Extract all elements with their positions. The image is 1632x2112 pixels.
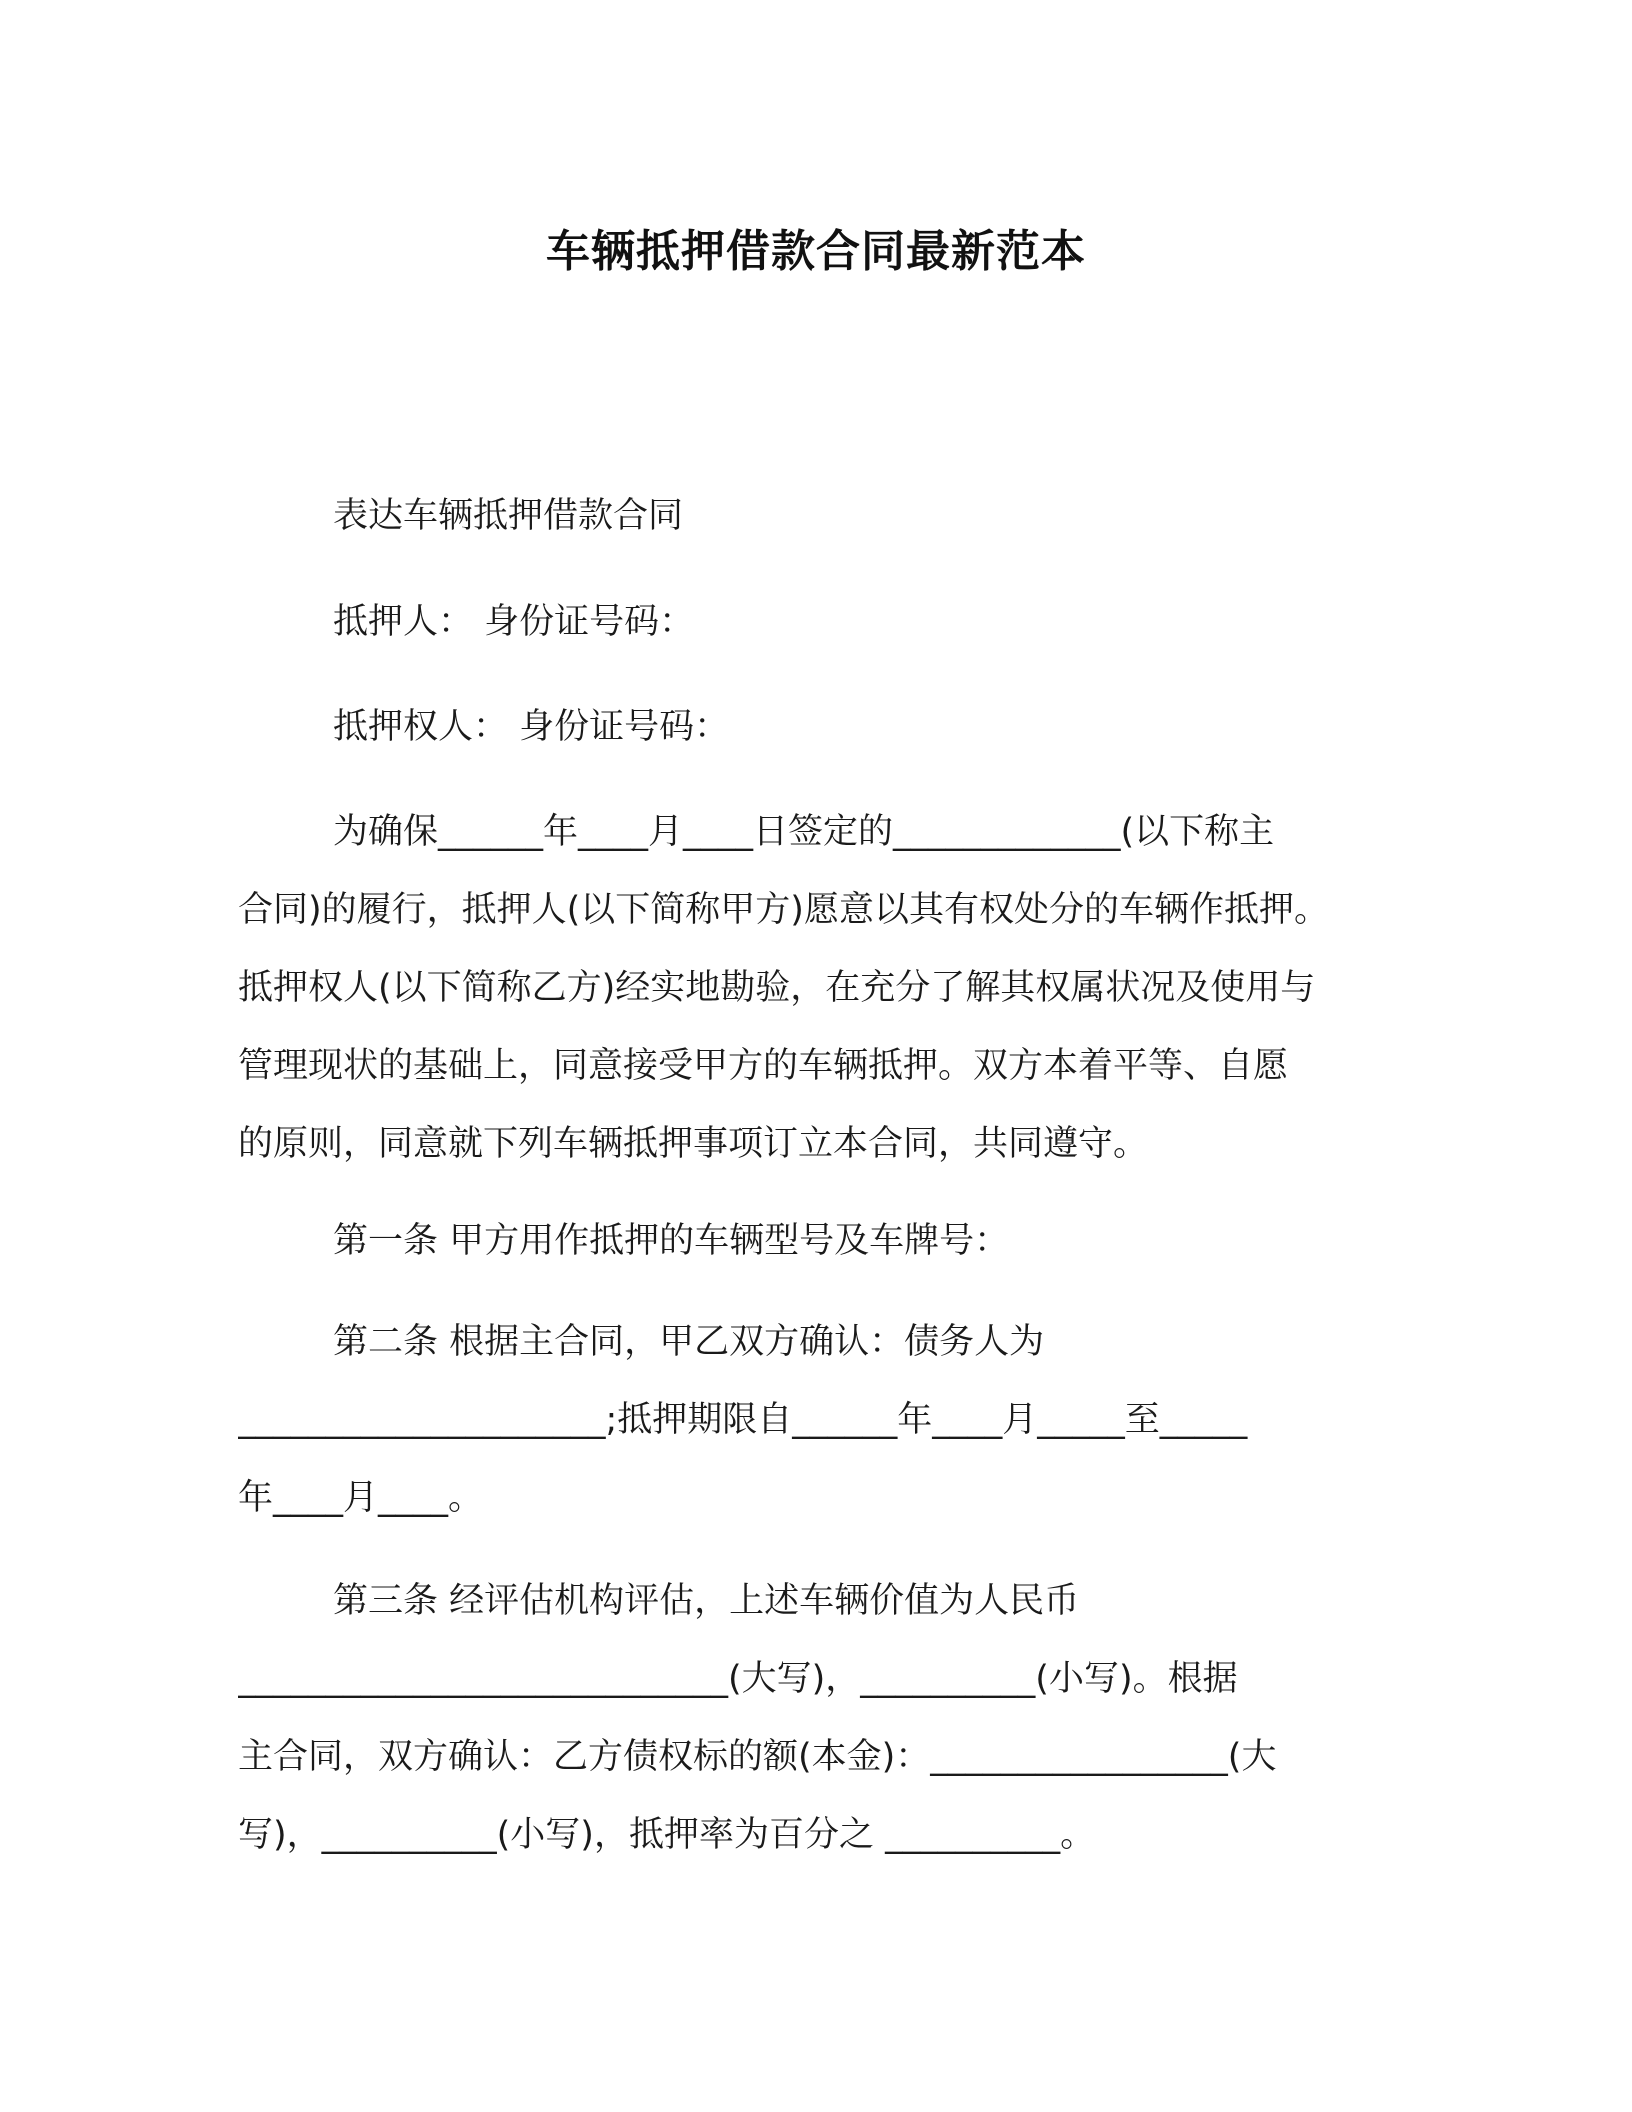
document-title: 车辆抵押借款合同最新范本 <box>546 226 1086 277</box>
article-3-line: 写)，__________(小写)，抵押率为百分之 __________。 <box>238 1815 1096 1855</box>
article-1: 第一条 甲方用作抵押的车辆型号及车牌号： <box>333 1221 1010 1261</box>
article-2 <box>238 1303 1386 1537</box>
article-2-line: 第二条 根据主合同，甲乙双方确认：债务人为 <box>333 1322 1045 1362</box>
preamble-line: 管理现状的基础上，同意接受甲方的车辆抵押。双方本着平等、自愿 <box>238 1046 1289 1086</box>
contract-heading: 表达车辆抵押借款合同 <box>333 496 684 536</box>
mortgagor-id-line: 抵押人： 身份证号码： <box>333 602 695 642</box>
article-3-line: 主合同，双方确认：乙方债权标的额(本金)：_________________(大 <box>238 1737 1277 1777</box>
article-3-line: ____________________________(大写)，__________(小写)。根据 <box>238 1659 1238 1699</box>
preamble-paragraph <box>238 793 1386 1183</box>
article-2-line: _____________________;抵押期限自______年____月_____至_____ <box>238 1400 1248 1440</box>
mortgagee-id-line: 抵押权人： 身份证号码： <box>333 707 730 747</box>
preamble-line: 合同)的履行，抵押人(以下简称甲方)愿意以其有权处分的车辆作抵押。 <box>238 890 1329 930</box>
preamble-line: 抵押权人(以下简称乙方)经实地勘验，在充分了解其权属状况及使用与 <box>238 968 1316 1008</box>
preamble-line: 的原则，同意就下列车辆抵押事项订立本合同，共同遵守。 <box>238 1124 1149 1164</box>
article-3 <box>238 1562 1386 1874</box>
preamble-line: 为确保______年____月____日签定的_____________(以下称主 <box>333 812 1275 852</box>
article-2-line: 年____月____。 <box>238 1478 484 1518</box>
article-3-line: 第三条 经评估机构评估，上述车辆价值为人民币 <box>333 1581 1080 1621</box>
